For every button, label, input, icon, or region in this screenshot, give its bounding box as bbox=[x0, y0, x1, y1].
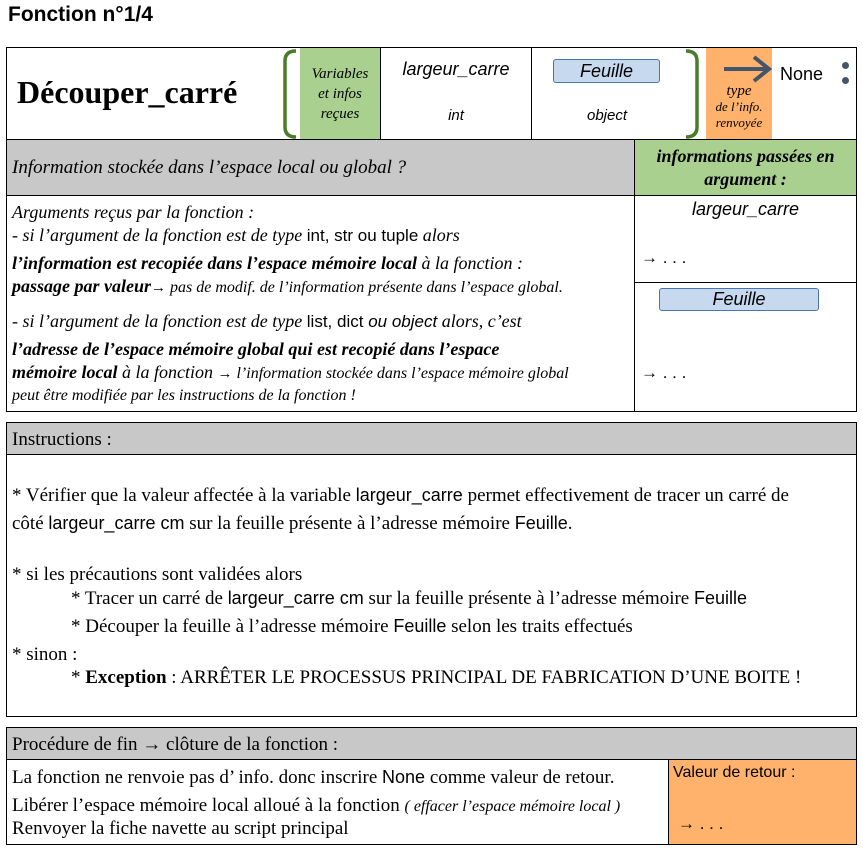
colon-icon bbox=[842, 62, 850, 87]
arrow-right-icon bbox=[722, 55, 774, 83]
rule1-detail: l’information est recopiée dans l’espace mémoire local à la fonction : bbox=[12, 253, 523, 273]
arg2-value: → . . . bbox=[641, 363, 687, 382]
instruction-line-5: * Découper la feuille à l’adresse mémoire Feuille selon les traits effectués bbox=[71, 616, 633, 637]
args-intro: Arguments reçus par la fonction : bbox=[12, 202, 255, 222]
var2-type: object bbox=[586, 107, 628, 124]
end-line-3: Renvoyer la fiche navette au script principal bbox=[12, 818, 349, 839]
return-value-label: Valeur de retour : bbox=[673, 764, 796, 781]
end-line-2: Libérer l’espace mémoire local alloué à la fonction ( effacer l’espace mémoire local ) bbox=[12, 795, 621, 816]
instructions-header-bar bbox=[7, 423, 856, 455]
instruction-line-7: * Exception : ARRÊTER LE PROCESSUS PRINCIPAL DE FABRICATION D’UNE BOITE ! bbox=[71, 667, 802, 688]
storage-question: Information stockée dans l’espace local ou global ? bbox=[12, 157, 407, 178]
instruction-line-4: * Tracer un carré de largeur_carre cm sur la feuille présente à l’adresse mémoire Feuille bbox=[71, 588, 748, 609]
page-title: Fonction n°1/4 bbox=[8, 3, 153, 26]
args-header: informations passées en argument : bbox=[635, 140, 856, 195]
function-name: Découper_carré bbox=[17, 74, 238, 110]
rule2-bold: l’adresse de l’espace mémoire global qui est recopié dans l’espace bbox=[12, 339, 500, 359]
end-line-1: La fonction ne renvoie pas d’ info. donc inscrire None comme valeur de retour. bbox=[12, 767, 615, 788]
right-brace-icon bbox=[682, 49, 702, 139]
rule2-detail: mémoire local à la fonction → l’information stockée dans l’espace mémoire global bbox=[12, 362, 569, 382]
rule2-note: peut être modifiée par les instructions de la fonction ! bbox=[12, 387, 356, 404]
return-value-placeholder: → . . . bbox=[678, 814, 724, 833]
left-brace-icon bbox=[280, 49, 300, 139]
received-label: Variables et infos reçues bbox=[300, 48, 380, 139]
var2-name-pill: Feuille bbox=[553, 59, 660, 83]
var1-name: largeur_carre bbox=[402, 59, 510, 79]
arg1-name: largeur_carre bbox=[691, 199, 800, 219]
rule2-line: - si l’argument de la fonction est de type list, dict ou object alors, c’est bbox=[12, 311, 522, 331]
instruction-line-1: * Vérifier que la valeur affectée à la variable largeur_carre permet effectivement de tracer un carré de bbox=[12, 485, 789, 506]
instruction-line-6: * sinon : bbox=[12, 644, 78, 665]
instruction-line-3: * si les précautions sont validées alors bbox=[12, 564, 303, 585]
instruction-line-2: côté largeur_carre cm sur la feuille présente à l’adresse mémoire Feuille. bbox=[12, 513, 573, 534]
arg1-value: → . . . bbox=[641, 248, 687, 267]
return-type-value: None bbox=[780, 64, 824, 84]
arg2-name-pill: Feuille bbox=[659, 288, 819, 311]
var1-type: int bbox=[448, 107, 464, 124]
return-type-label: type de l’info. renvoyée bbox=[715, 83, 763, 130]
rule1-note: passage par valeur→ pas de modif. de l’information présente dans l’espace global. bbox=[12, 276, 563, 296]
end-header: Procédure de fin → clôture de la fonction : bbox=[12, 734, 339, 755]
instructions-header: Instructions : bbox=[12, 429, 112, 450]
rule1-line: - si l’argument de la fonction est de type int, str ou tuple alors bbox=[12, 225, 460, 245]
